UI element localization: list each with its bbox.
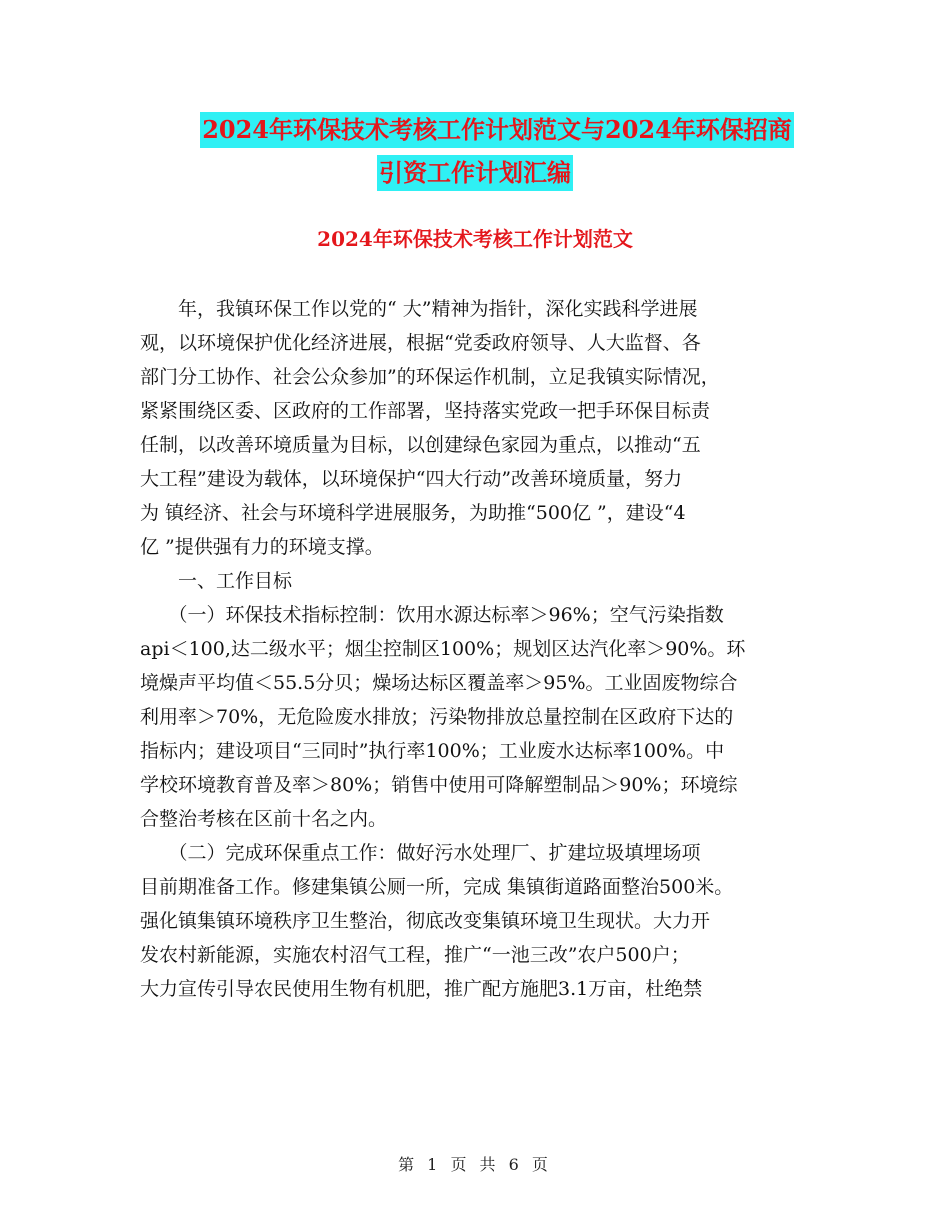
section-heading: 一、工作目标 [140,570,293,592]
text-line: 年，我镇环保工作以党的“ 大”精神为指针，深化实践科学进展 [140,298,698,320]
document-title [0,112,950,191]
text-line: 为 镇经济、社会与环境科学进展服务，为助推“500亿 ”，建设“4 [140,502,686,524]
text-line: 学校环境教育普及率＞80%；销售中使用可降解塑制品＞90%；环境综 [140,774,738,796]
text-line: 大工程”建设为载体，以环境保护“四大行动”改善环境质量，努力 [140,468,683,490]
text-line: （一）环保技术指标控制：饮用水源达标率＞96%；空气污染指数 [140,604,724,626]
text-line: 亿 ”提供强有力的环境支撑。 [140,536,384,558]
text-line: api＜100,达二级水平；烟尘控制区100%；规划区达汽化率＞90%。环 [140,638,746,660]
body-text [140,292,820,1006]
page-footer: 第 1 页 共 6 页 [398,1155,552,1174]
text-line: 观，以环境保护优化经济进展，根据“党委政府领导、人大监督、各 [140,332,701,354]
text-line: 部门分工协作、社会公众参加”的环保运作机制，立足我镇实际情况， [140,366,720,388]
text-line: 大力宣传引导农民使用生物有机肥，推广配方施肥3.1万亩，杜绝禁 [140,978,703,1000]
section-title: 2024年环保技术考核工作计划范文 [317,227,633,251]
text-line: 紧紧围绕区委、区政府的工作部署，坚持落实党政一把手环保目标责 [140,400,711,422]
text-line: 发农村新能源，实施农村沼气工程，推广“一池三改”农户500户； [140,944,690,966]
text-line: 合整治考核在区前十名之内。 [140,808,388,830]
text-line: 强化镇集镇环境秩序卫生整治，彻底改变集镇环境卫生现状。大力开 [140,910,711,932]
text-line: 利用率＞70%，无危险废水排放；污染物排放总量控制在区政府下达的 [140,706,734,728]
text-line: 任制，以改善环境质量为目标，以创建绿色家园为重点，以推动“五 [140,434,701,456]
title-line-2: 引资工作计划汇编 [377,155,573,191]
text-line: 境燥声平均值＜55.5分贝；燥场达标区覆盖率＞95%。工业固废物综合 [140,672,738,694]
title-line-1: 2024年环保技术考核工作计划范文与2024年环保招商 [200,112,794,148]
text-line: 指标内；建设项目“三同时”执行率100%；工业废水达标率100%。中 [140,740,725,762]
text-line: 目前期准备工作。修建集镇公厕一所，完成 集镇街道路面整治500米。 [140,876,734,898]
text-line: （二）完成环保重点工作：做好污水处理厂、扩建垃圾填埋场项 [140,842,701,864]
